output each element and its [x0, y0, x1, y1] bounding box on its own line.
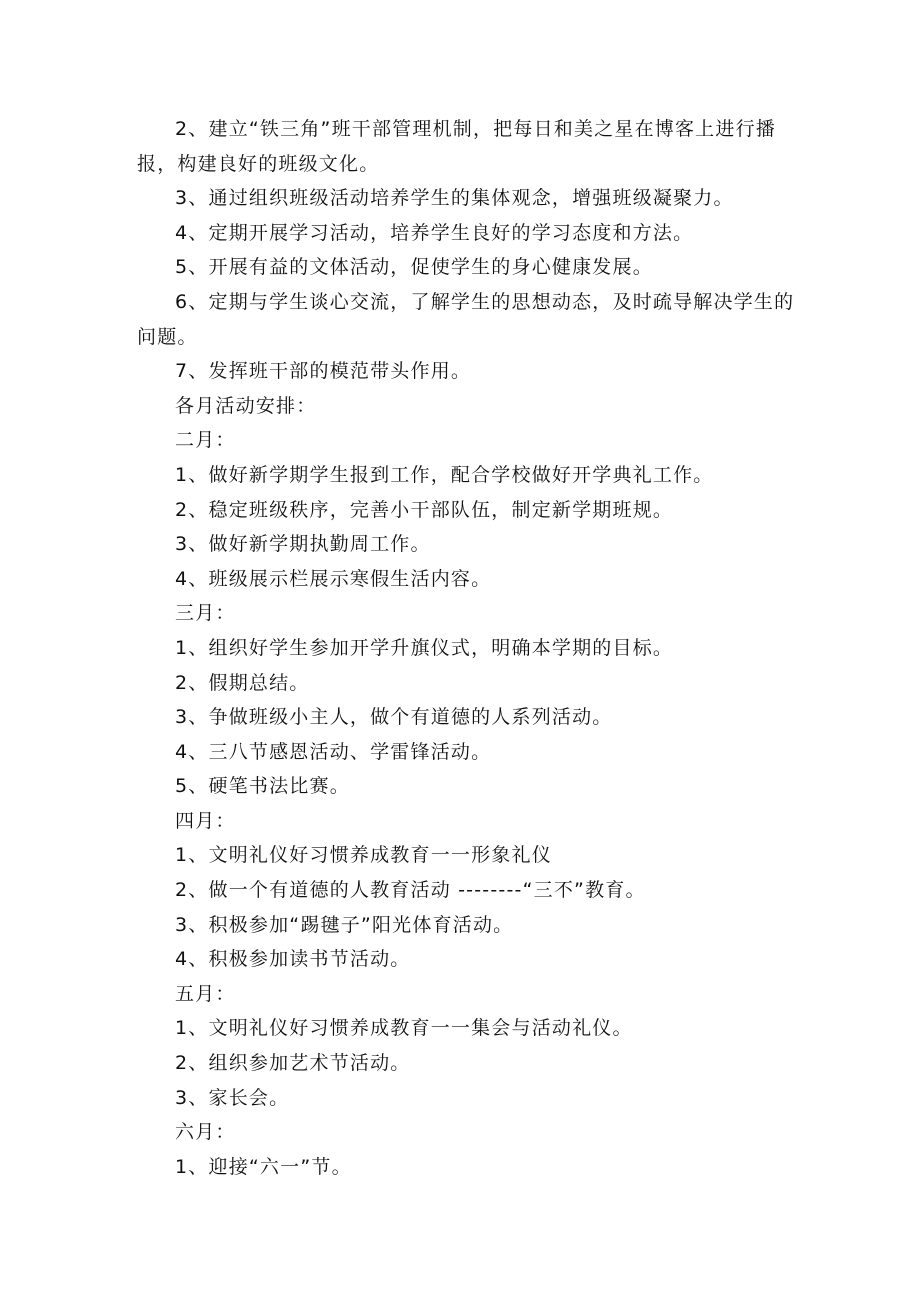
paragraph: 5、硬笔书法比赛。 — [175, 775, 350, 798]
paragraph: 3、积极参加“踢毽子”阳光体育活动。 — [175, 913, 514, 936]
paragraph: 4、三八节感恩活动、学雷锋活动。 — [175, 740, 492, 763]
paragraph: 1、做好新学期学生报到工作，配合学校做好开学典礼工作。 — [175, 463, 714, 486]
month-heading-apr: 四月： — [175, 809, 236, 832]
paragraph: 6、定期与学生谈心交流，了解学生的思想动态，及时疏导解决学生的问题。 — [137, 290, 795, 348]
month-heading-feb: 二月： — [175, 429, 236, 452]
month-heading-jun: 六月： — [175, 1121, 236, 1144]
document-body — [137, 112, 797, 1184]
paragraph: 1、文明礼仪好习惯养成教育一一形象礼仪 — [175, 844, 552, 867]
paragraph: 2、组织参加艺术节活动。 — [175, 1052, 411, 1075]
section-heading: 各月活动安排： — [175, 394, 317, 417]
paragraph: 1、文明礼仪好习惯养成教育一一集会与活动礼仪。 — [175, 1017, 633, 1040]
paragraph: 3、做好新学期执勤周工作。 — [175, 533, 431, 556]
paragraph: 1、组织好学生参加开学升旗仪式，明确本学期的目标。 — [175, 636, 674, 659]
month-heading-may: 五月： — [175, 982, 236, 1005]
month-heading-mar: 三月： — [175, 602, 236, 625]
paragraph: 4、班级展示栏展示寒假生活内容。 — [175, 567, 492, 590]
paragraph: 3、争做班级小主人，做个有道德的人系列活动。 — [175, 706, 613, 729]
paragraph: 2、假期总结。 — [175, 671, 310, 694]
paragraph: 2、建立“铁三角”班干部管理机制，把每日和美之星在博客上进行播报，构建良好的班级文化。 — [137, 118, 776, 175]
paragraph: 1、迎接“六一”节。 — [175, 1155, 352, 1178]
paragraph: 2、做一个有道德的人教育活动 --------“三不”教育。 — [175, 879, 646, 902]
paragraph: 2、稳定班级秩序，完善小干部队伍，制定新学期班规。 — [175, 498, 674, 521]
paragraph: 7、发挥班干部的模范带头作用。 — [175, 360, 472, 383]
paragraph: 5、开展有益的文体活动，促使学生的身心健康发展。 — [175, 256, 653, 279]
paragraph: 3、家长会。 — [175, 1086, 290, 1109]
paragraph: 4、定期开展学习活动，培养学生良好的学习态度和方法。 — [175, 221, 694, 244]
paragraph: 3、通过组织班级活动培养学生的集体观念，增强班级凝聚力。 — [175, 187, 734, 210]
paragraph: 4、积极参加读书节活动。 — [175, 948, 411, 971]
